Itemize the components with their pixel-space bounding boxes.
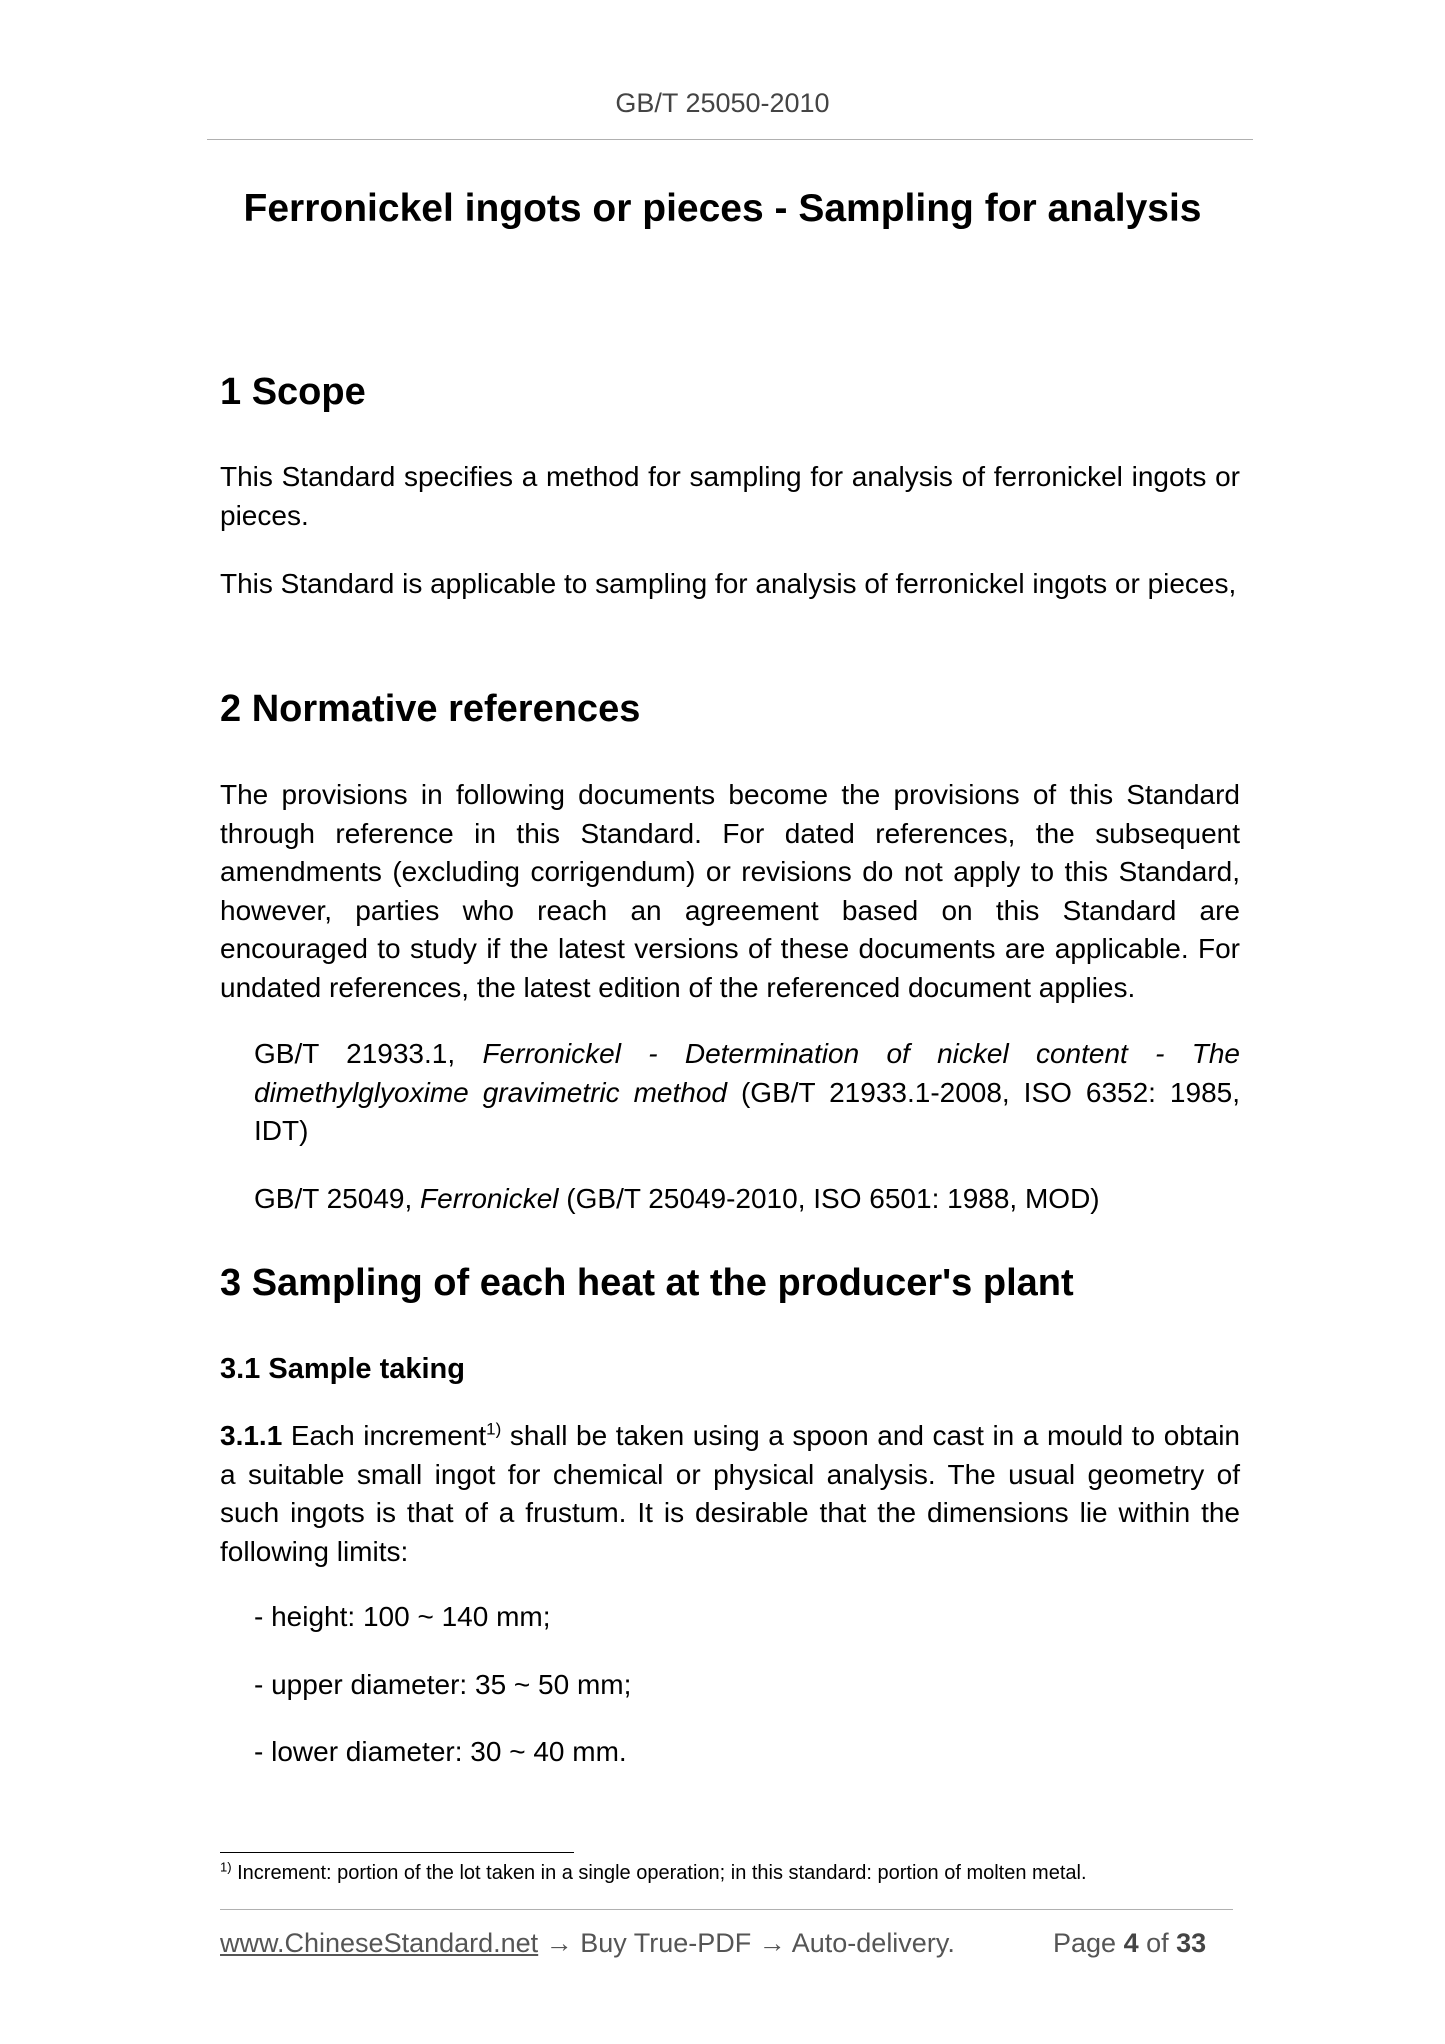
clause-3-1-1 bbox=[220, 1417, 1240, 1571]
limit-lower-diameter: - lower diameter: 30 ~ 40 mm. bbox=[254, 1736, 627, 1767]
website-link[interactable]: www.ChineseStandard.net bbox=[220, 1928, 539, 1958]
footer-promo bbox=[220, 1928, 955, 1959]
header-divider bbox=[207, 139, 1253, 140]
reference-code: GB/T 21933.1, bbox=[254, 1038, 483, 1069]
reference-title: Ferronickel - Determination of nickel content - The dimethylglyoxime gravimetric method bbox=[254, 1038, 1241, 1108]
reference-details: (GB/T 25049-2010, ISO 6501: 1988, MOD) bbox=[558, 1183, 1100, 1214]
of-label: of bbox=[1138, 1928, 1177, 1958]
page-indicator bbox=[1053, 1928, 1206, 1959]
limit-height: - height: 100 ~ 140 mm; bbox=[254, 1601, 551, 1632]
clause-text-start: Each increment bbox=[282, 1420, 487, 1451]
page-label: Page bbox=[1053, 1928, 1124, 1958]
section-2-heading: 2 Normative references bbox=[220, 688, 641, 730]
footnote bbox=[220, 1859, 1087, 1885]
limit-upper-diameter: - upper diameter: 35 ~ 50 mm; bbox=[254, 1669, 632, 1700]
reference-item bbox=[254, 1180, 1240, 1219]
document-title: Ferronickel ingots or pieces - Sampling for analysis bbox=[243, 187, 1202, 230]
reference-details: (GB/T 21933.1-2008, ISO 6352: 1985, IDT) bbox=[254, 1076, 1241, 1146]
footnote-reference[interactable]: 1) bbox=[486, 1419, 502, 1439]
clause-text-end: shall be taken using a spoon and cast in a mould to obtain a suitable small ingot for chemical or physical analysis. The usual geometry of such ingots is that of a frustum. It is desirable that the dimensions lie within the following limits: bbox=[220, 1420, 1240, 1567]
clause-number: 3.1.1 bbox=[220, 1420, 283, 1451]
footer-promo-text: → Buy True-PDF → Auto-delivery. bbox=[538, 1928, 955, 1958]
reference-item bbox=[254, 1035, 1240, 1151]
subsection-3-1-heading: 3.1 Sample taking bbox=[220, 1353, 465, 1385]
reference-code: GB/T 25049, bbox=[254, 1183, 421, 1214]
scope-paragraph-1: This Standard specifies a method for sampling for analysis of ferronickel ingots or pieces. bbox=[220, 461, 1240, 531]
reference-title: Ferronickel bbox=[420, 1183, 559, 1214]
document-code: GB/T 25050-2010 bbox=[615, 88, 830, 118]
section-3-heading: 3 Sampling of each heat at the producer's plant bbox=[220, 1262, 1074, 1304]
scope-paragraph-2: This Standard is applicable to sampling for analysis of ferronickel ingots or pieces, bbox=[220, 568, 1237, 599]
footnote-divider bbox=[220, 1852, 574, 1853]
page-number: 4 bbox=[1123, 1928, 1139, 1958]
normative-references-paragraph: The provisions in following documents become the provisions of this Standard through reference in this Standard. For dated references, the subsequent amendments (excluding corrigendum) or revisions do not apply to this Standard, however, parties who reach an agreement based on this Standard are encouraged to study if the latest versions of these documents are applicable. For undated references, the latest edition of the referenced document applies. bbox=[220, 779, 1240, 1003]
footnote-text: Increment: portion of the lot taken in a single operation; in this standard: portion of molten metal. bbox=[231, 1862, 1087, 1884]
footnote-mark: 1) bbox=[220, 1859, 232, 1875]
section-1-heading: 1 Scope bbox=[220, 371, 366, 413]
page-total: 33 bbox=[1176, 1928, 1207, 1958]
footer-divider bbox=[220, 1909, 1233, 1910]
